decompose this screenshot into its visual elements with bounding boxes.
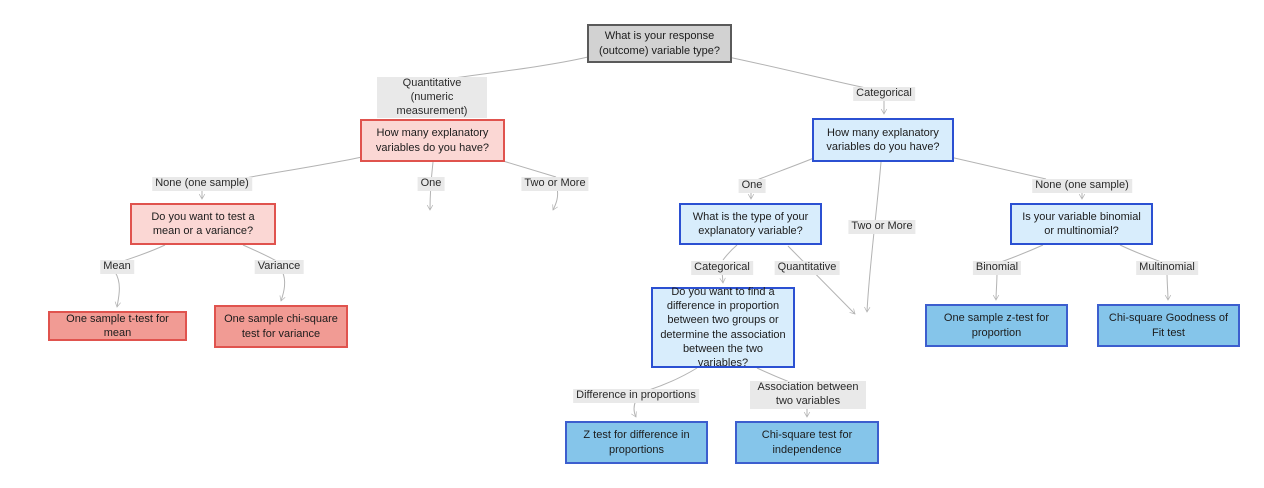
edge-blueq2-categorical: [723, 245, 737, 260]
node-one-sample-chi-square-variance: One sample chi-square test for variance: [214, 305, 348, 348]
node-type-of-explanatory: What is the type of your explanatory variable?: [679, 203, 822, 245]
edge-pinkq1-twomore: [503, 161, 556, 177]
node-chi-square-independence: Chi-square test for independence: [735, 421, 879, 464]
node-how-many-explanatory-categorical: How many explanatory variables do you have?: [812, 118, 954, 162]
edge-label-quantitative: [377, 77, 487, 118]
arrow-pinkq1-twomore: [553, 188, 558, 210]
arrow-variance-leaf: [281, 271, 285, 301]
edge-blueq3-multinomial: [1120, 245, 1161, 262]
node-difference-or-association: Do you want to find a difference in proportion between two groups or determine the association between the two variables?: [651, 287, 795, 368]
edge-label-quantitative-right: Quantitative: [775, 261, 840, 275]
edge-label-one-left: One: [418, 177, 445, 191]
edge-label-none-one-sample-right: None (one sample): [1032, 179, 1132, 193]
edge-blueq1-one: [757, 158, 814, 180]
edge-pinkq1-none: [240, 157, 362, 179]
edge-label-difference-in-proportions: Difference in proportions: [573, 389, 699, 403]
edge-label-binomial: Binomial: [973, 261, 1021, 275]
edge-blueq1-none: [950, 157, 1046, 179]
node-how-many-explanatory-quantitative: How many explanatory variables do you have?: [360, 119, 505, 162]
edge-label-none-one-sample-left: None (one sample): [152, 177, 252, 191]
edge-label-two-or-more-left: Two or More: [521, 177, 588, 191]
arrow-mean-leaf: [115, 272, 119, 307]
node-one-sample-z-test: One sample z-test for proportion: [925, 304, 1068, 347]
edge-label-variance: Variance: [255, 260, 304, 274]
edge-label-categorical-right: Categorical: [691, 261, 753, 275]
edge-label-categorical: Categorical: [853, 87, 915, 101]
edge-big-diffprop: [649, 368, 697, 390]
edge-label-two-or-more-right: Two or More: [848, 220, 915, 234]
edge-root-categorical: [728, 57, 866, 88]
edge-label-quantitative-line1: Quantitative: [402, 77, 462, 89]
node-z-test-difference: Z test for difference in proportions: [565, 421, 708, 464]
arrow-blueq2-quantitative: [788, 246, 855, 314]
edge-label-one-right: One: [739, 179, 766, 193]
node-root: What is your response (outcome) variable type?: [587, 24, 732, 63]
arrow-multinomial-leaf: [1167, 272, 1168, 300]
arrow-blueq1-twomore: [867, 162, 881, 312]
edge-label-multinomial: Multinomial: [1136, 261, 1198, 275]
edge-label-quantitative-line2: (numeric measurement): [396, 90, 468, 117]
node-test-mean-or-variance: Do you want to test a mean or a variance?: [130, 203, 276, 245]
arrow-binomial-leaf: [996, 272, 997, 300]
edge-blueq3-binomial: [1001, 245, 1043, 262]
node-chi-square-gof: Chi-square Goodness of Fit test: [1097, 304, 1240, 347]
node-one-sample-t-test: One sample t-test for mean: [48, 311, 187, 341]
edge-label-association-two-variables: Association between two variables: [750, 381, 866, 409]
edge-label-mean: Mean: [100, 260, 134, 274]
node-binomial-or-multinomial: Is your variable binomial or multinomial?: [1010, 203, 1153, 245]
